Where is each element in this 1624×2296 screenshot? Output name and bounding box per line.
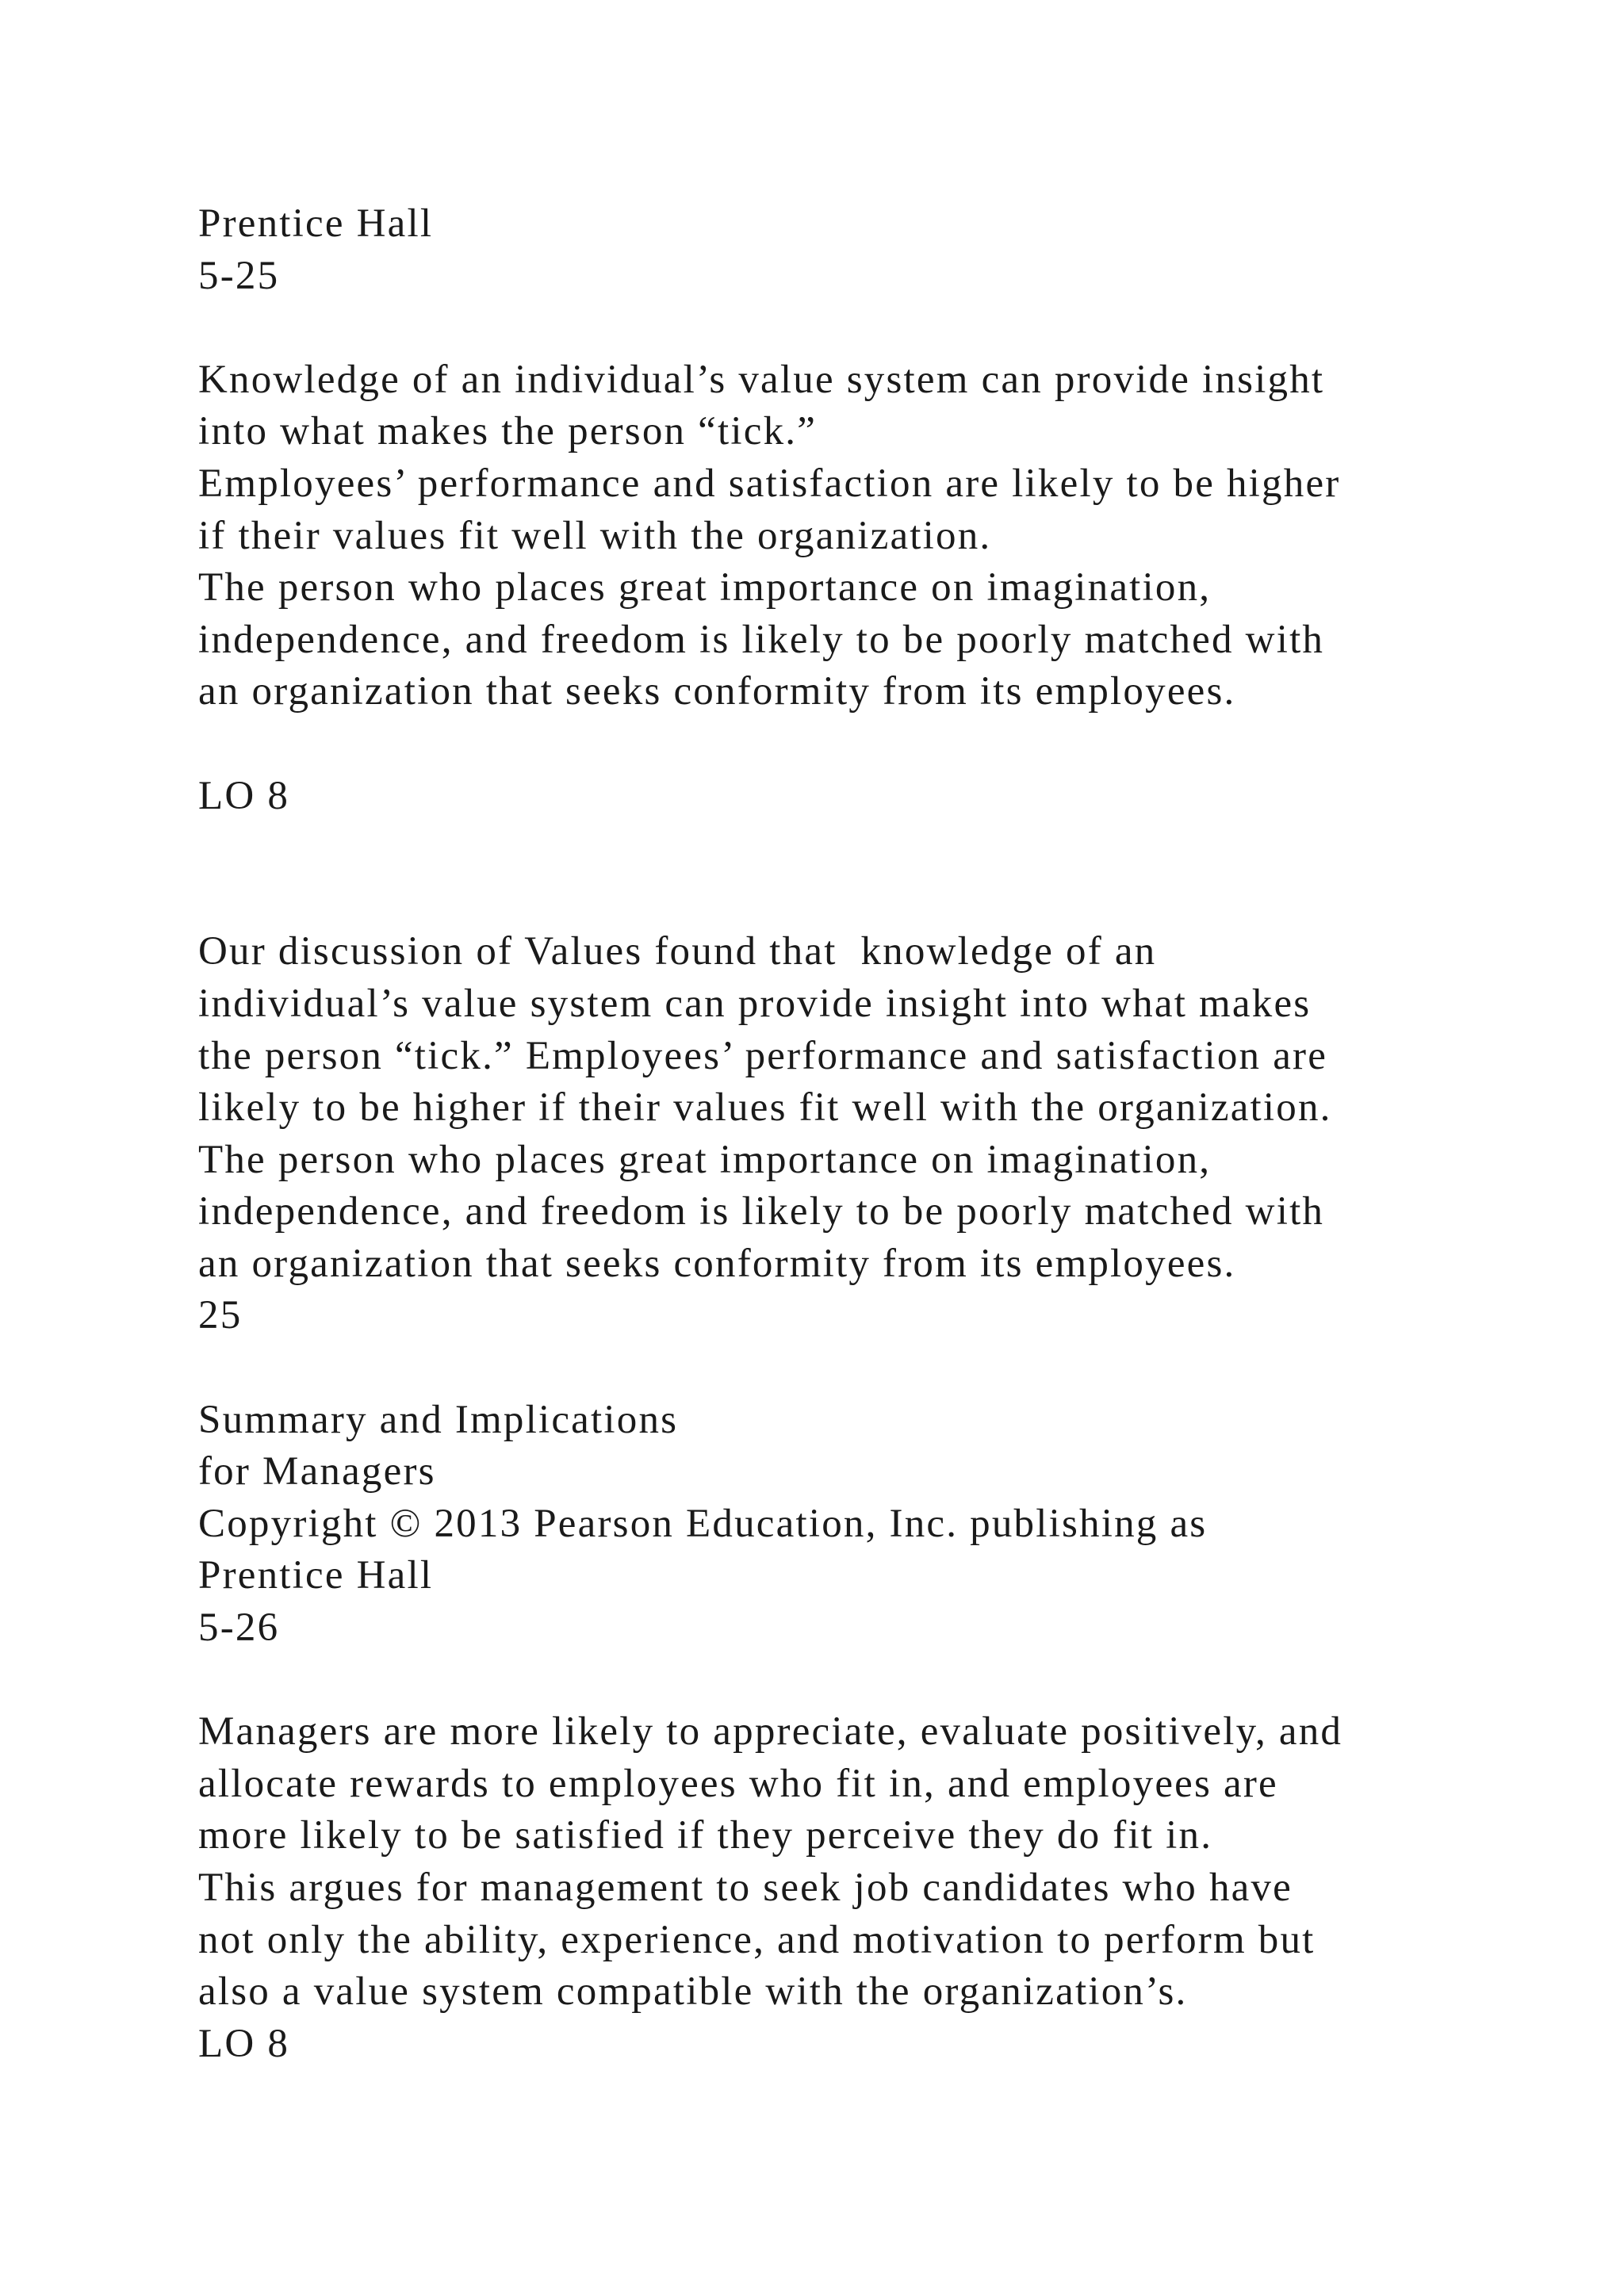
text-line: an organization that seeks conformity from its employees. (198, 1241, 1236, 1286)
page-number: 25 (198, 1293, 243, 1338)
text-line: independence, and freedom is likely to be poorly matched with (198, 617, 1325, 662)
text-line: individual’s value system can provide insight into what makes (198, 981, 1312, 1026)
blank-line (198, 822, 1483, 874)
text-line: allocate rewards to employees who fit in, and employees are (198, 1761, 1278, 1806)
text-line: independence, and freedom is likely to be poorly matched with (198, 1189, 1325, 1234)
blank-line (198, 718, 1483, 771)
text-line: Knowledge of an individual’s value system can provide insight (198, 357, 1325, 402)
blank-line (198, 1342, 1483, 1395)
slide-title: Summary and Implications (198, 1397, 679, 1442)
text-line: likely to be higher if their values fit well with the organization. (198, 1085, 1332, 1131)
text-line: more likely to be satisfied if they perceive they do fit in. (198, 1813, 1213, 1858)
blank-line (198, 874, 1483, 927)
text-line: Our discussion of Values found that knowledge of an (198, 929, 1157, 974)
copyright-line: Copyright © 2013 Pearson Education, Inc. publishing as (198, 1501, 1208, 1546)
text-line: also a value system compatible with the organization’s. (198, 1969, 1188, 2015)
text-line: Employees’ performance and satisfaction are likely to be higher (198, 461, 1341, 506)
text-line: Managers are more likely to appreciate, evaluate positively, and (198, 1709, 1343, 1755)
publisher-line: Prentice Hall (198, 1553, 434, 1598)
learning-objective-label: LO 8 (198, 2021, 290, 2066)
text-line: into what makes the person “tick.” (198, 409, 818, 454)
slide-number: 5-25 (198, 253, 280, 298)
text-line: The person who places great importance on imagination, (198, 1137, 1212, 1182)
text-line: not only the ability, experience, and motivation to perform but (198, 1917, 1316, 1962)
text-line: an organization that seeks conformity from its employees. (198, 669, 1236, 714)
slide-number: 5-26 (198, 1605, 280, 1651)
publisher-line: Prentice Hall (198, 201, 434, 246)
blank-line (198, 1655, 1483, 1707)
slide-title: for Managers (198, 1449, 436, 1494)
learning-objective-label: LO 8 (198, 773, 290, 818)
text-line: the person “tick.” Employees’ performance and satisfaction are (198, 1033, 1328, 1078)
blank-line (198, 302, 1483, 354)
text-line: The person who places great importance on imagination, (198, 565, 1212, 610)
document-page (198, 198, 1483, 2070)
text-line: This argues for management to seek job candidates who have (198, 1866, 1293, 1910)
text-line: if their values fit well with the organization. (198, 513, 992, 558)
